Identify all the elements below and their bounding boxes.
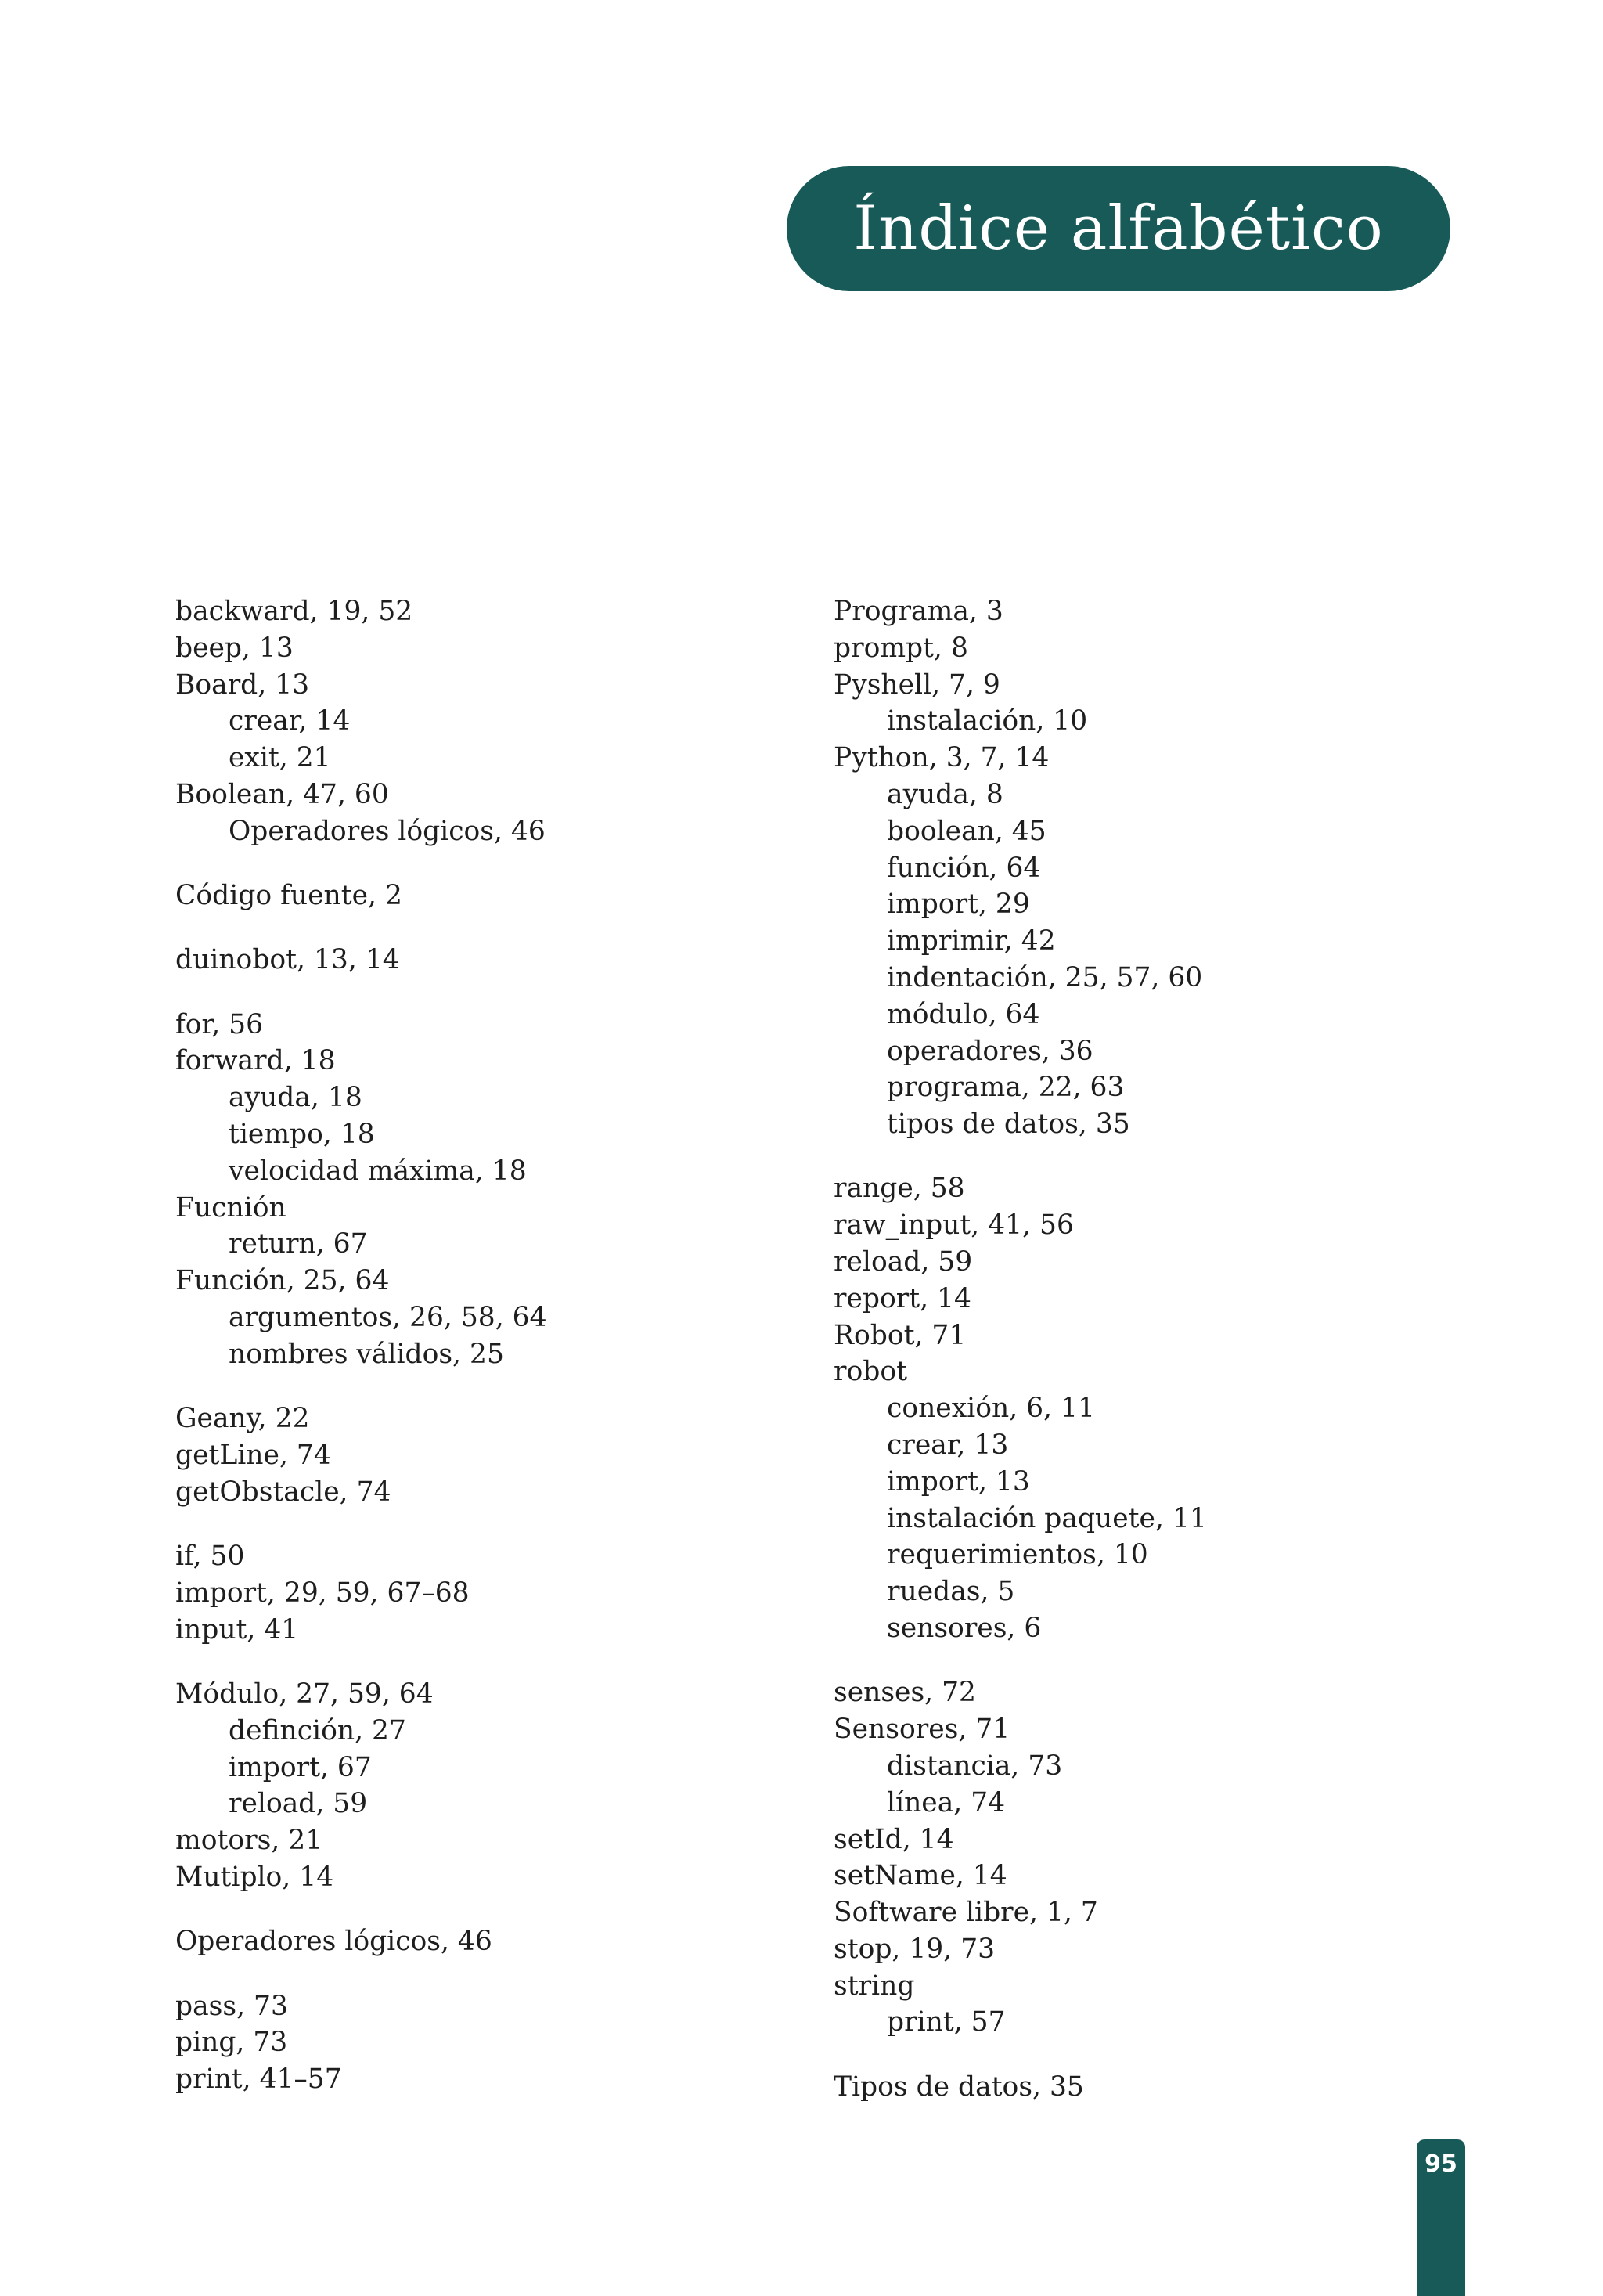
index-entry: stop, 19, 73 — [834, 1933, 996, 1965]
index-entry: range, 58 — [834, 1173, 965, 1205]
index-subentry: distancia, 73 — [887, 1750, 1063, 1782]
index-group — [175, 1007, 802, 1373]
index-entry: Software libre, 1, 7 — [834, 1897, 1098, 1929]
index-entry: print, 41–57 — [175, 2064, 342, 2096]
index-subentry: return, 67 — [229, 1228, 368, 1260]
index-entry: Sensores, 71 — [834, 1714, 1010, 1746]
index-group — [175, 878, 802, 914]
index-entry: Boolean, 47, 60 — [175, 778, 389, 810]
index-entry: beep, 13 — [175, 632, 294, 664]
index-subentry: conexión, 6, 11 — [887, 1393, 1095, 1425]
index-entry: Código fuente, 2 — [175, 880, 402, 912]
index-entry: Función, 25, 64 — [175, 1265, 390, 1297]
index-entry: if, 50 — [175, 1541, 245, 1573]
index-entry: backward, 19, 52 — [175, 596, 413, 627]
index-group — [175, 1400, 802, 1510]
index-subentry: ruedas, 5 — [887, 1576, 1015, 1608]
index-entry: Robot, 71 — [834, 1319, 967, 1351]
index-column-right — [834, 593, 1460, 2106]
index-entry: report, 14 — [834, 1282, 971, 1314]
index-subentry: sensores, 6 — [887, 1613, 1042, 1645]
index-group — [834, 1170, 1460, 1646]
index-subentry: indentación, 25, 57, 60 — [887, 961, 1203, 993]
index-subentry: tiempo, 18 — [229, 1119, 375, 1151]
index-group — [175, 942, 802, 979]
index-subentry: crear, 14 — [229, 705, 351, 737]
index-column-left — [175, 593, 802, 2098]
index-entry: forward, 18 — [175, 1045, 336, 1077]
page-number-tab — [1417, 2139, 1465, 2296]
index-entry: getObstacle, 74 — [175, 1476, 391, 1508]
index-subentry: ayuda, 18 — [229, 1082, 362, 1114]
index-subentry: definción, 27 — [229, 1714, 406, 1746]
index-entry: for, 56 — [175, 1008, 264, 1040]
chapter-title: Índice alfabético — [853, 193, 1384, 264]
index-subentry: función, 64 — [887, 852, 1041, 884]
index-entry: pass, 73 — [175, 1990, 288, 2022]
index-subentry: crear, 13 — [887, 1429, 1009, 1462]
index-group — [175, 1988, 802, 2098]
index-entry: prompt, 8 — [834, 632, 968, 664]
index-group — [834, 2069, 1460, 2106]
index-entry: Fucnión — [175, 1191, 286, 1224]
index-group — [175, 1538, 802, 1648]
index-group — [175, 593, 802, 850]
index-entry: Programa, 3 — [834, 596, 1003, 627]
index-subentry: exit, 21 — [229, 742, 331, 774]
index-entry: Geany, 22 — [175, 1403, 310, 1435]
index-subentry: ayuda, 8 — [887, 778, 1003, 810]
index-group — [834, 1674, 1460, 2041]
index-entry: ping, 73 — [175, 2027, 288, 2059]
index-entry: Mutiplo, 14 — [175, 1861, 334, 1893]
index-subentry: módulo, 64 — [887, 998, 1040, 1030]
index-subentry: import, 29 — [887, 888, 1030, 921]
index-entry: setId, 14 — [834, 1823, 954, 1855]
index-subentry: reload, 59 — [229, 1788, 368, 1820]
index-entry: getLine, 74 — [175, 1439, 331, 1471]
index-entry: Pyshell, 7, 9 — [834, 669, 1000, 701]
index-group — [834, 593, 1460, 1143]
index-entry: senses, 72 — [834, 1677, 977, 1709]
index-subentry: import, 67 — [229, 1751, 372, 1783]
page-number: 95 — [1425, 2150, 1457, 2178]
index-entry: setName, 14 — [834, 1860, 1007, 1892]
index-entry: Board, 13 — [175, 669, 310, 701]
index-entry: raw_input, 41, 56 — [834, 1209, 1074, 1242]
index-subentry: programa, 22, 63 — [887, 1072, 1125, 1104]
index-subentry: instalación paquete, 11 — [887, 1502, 1207, 1534]
index-group — [175, 1676, 802, 1896]
index-subentry: import, 13 — [887, 1465, 1030, 1498]
index-subentry: operadores, 36 — [887, 1035, 1093, 1067]
index-subentry: requerimientos, 10 — [887, 1539, 1148, 1571]
index-entry: import, 29, 59, 67–68 — [175, 1577, 470, 1609]
index-entry: Python, 3, 7, 14 — [834, 742, 1050, 774]
index-subentry: Operadores lógicos, 46 — [229, 815, 546, 847]
index-subentry: argumentos, 26, 58, 64 — [229, 1302, 547, 1334]
index-entry: robot — [834, 1356, 907, 1388]
index-subentry: tipos de datos, 35 — [887, 1108, 1130, 1141]
index-entry: Tipos de datos, 35 — [834, 2071, 1084, 2103]
index-entry: Módulo, 27, 59, 64 — [175, 1678, 434, 1710]
index-subentry: boolean, 45 — [887, 815, 1046, 847]
index-subentry: nombres válidos, 25 — [229, 1338, 504, 1370]
index-entry: motors, 21 — [175, 1825, 323, 1857]
index-subentry: instalación, 10 — [887, 705, 1088, 737]
index-subentry: imprimir, 42 — [887, 925, 1056, 957]
index-group — [175, 1923, 802, 1960]
index-entry: string — [834, 1970, 915, 2002]
index-subentry: línea, 74 — [887, 1786, 1006, 1818]
index-entry: reload, 59 — [834, 1246, 973, 1278]
index-entry: duinobot, 13, 14 — [175, 944, 400, 976]
index-subentry: print, 57 — [887, 2006, 1006, 2038]
index-subentry: velocidad máxima, 18 — [229, 1155, 527, 1187]
index-entry: input, 41 — [175, 1613, 299, 1645]
chapter-title-banner — [787, 166, 1450, 291]
index-entry: Operadores lógicos, 46 — [175, 1926, 492, 1958]
